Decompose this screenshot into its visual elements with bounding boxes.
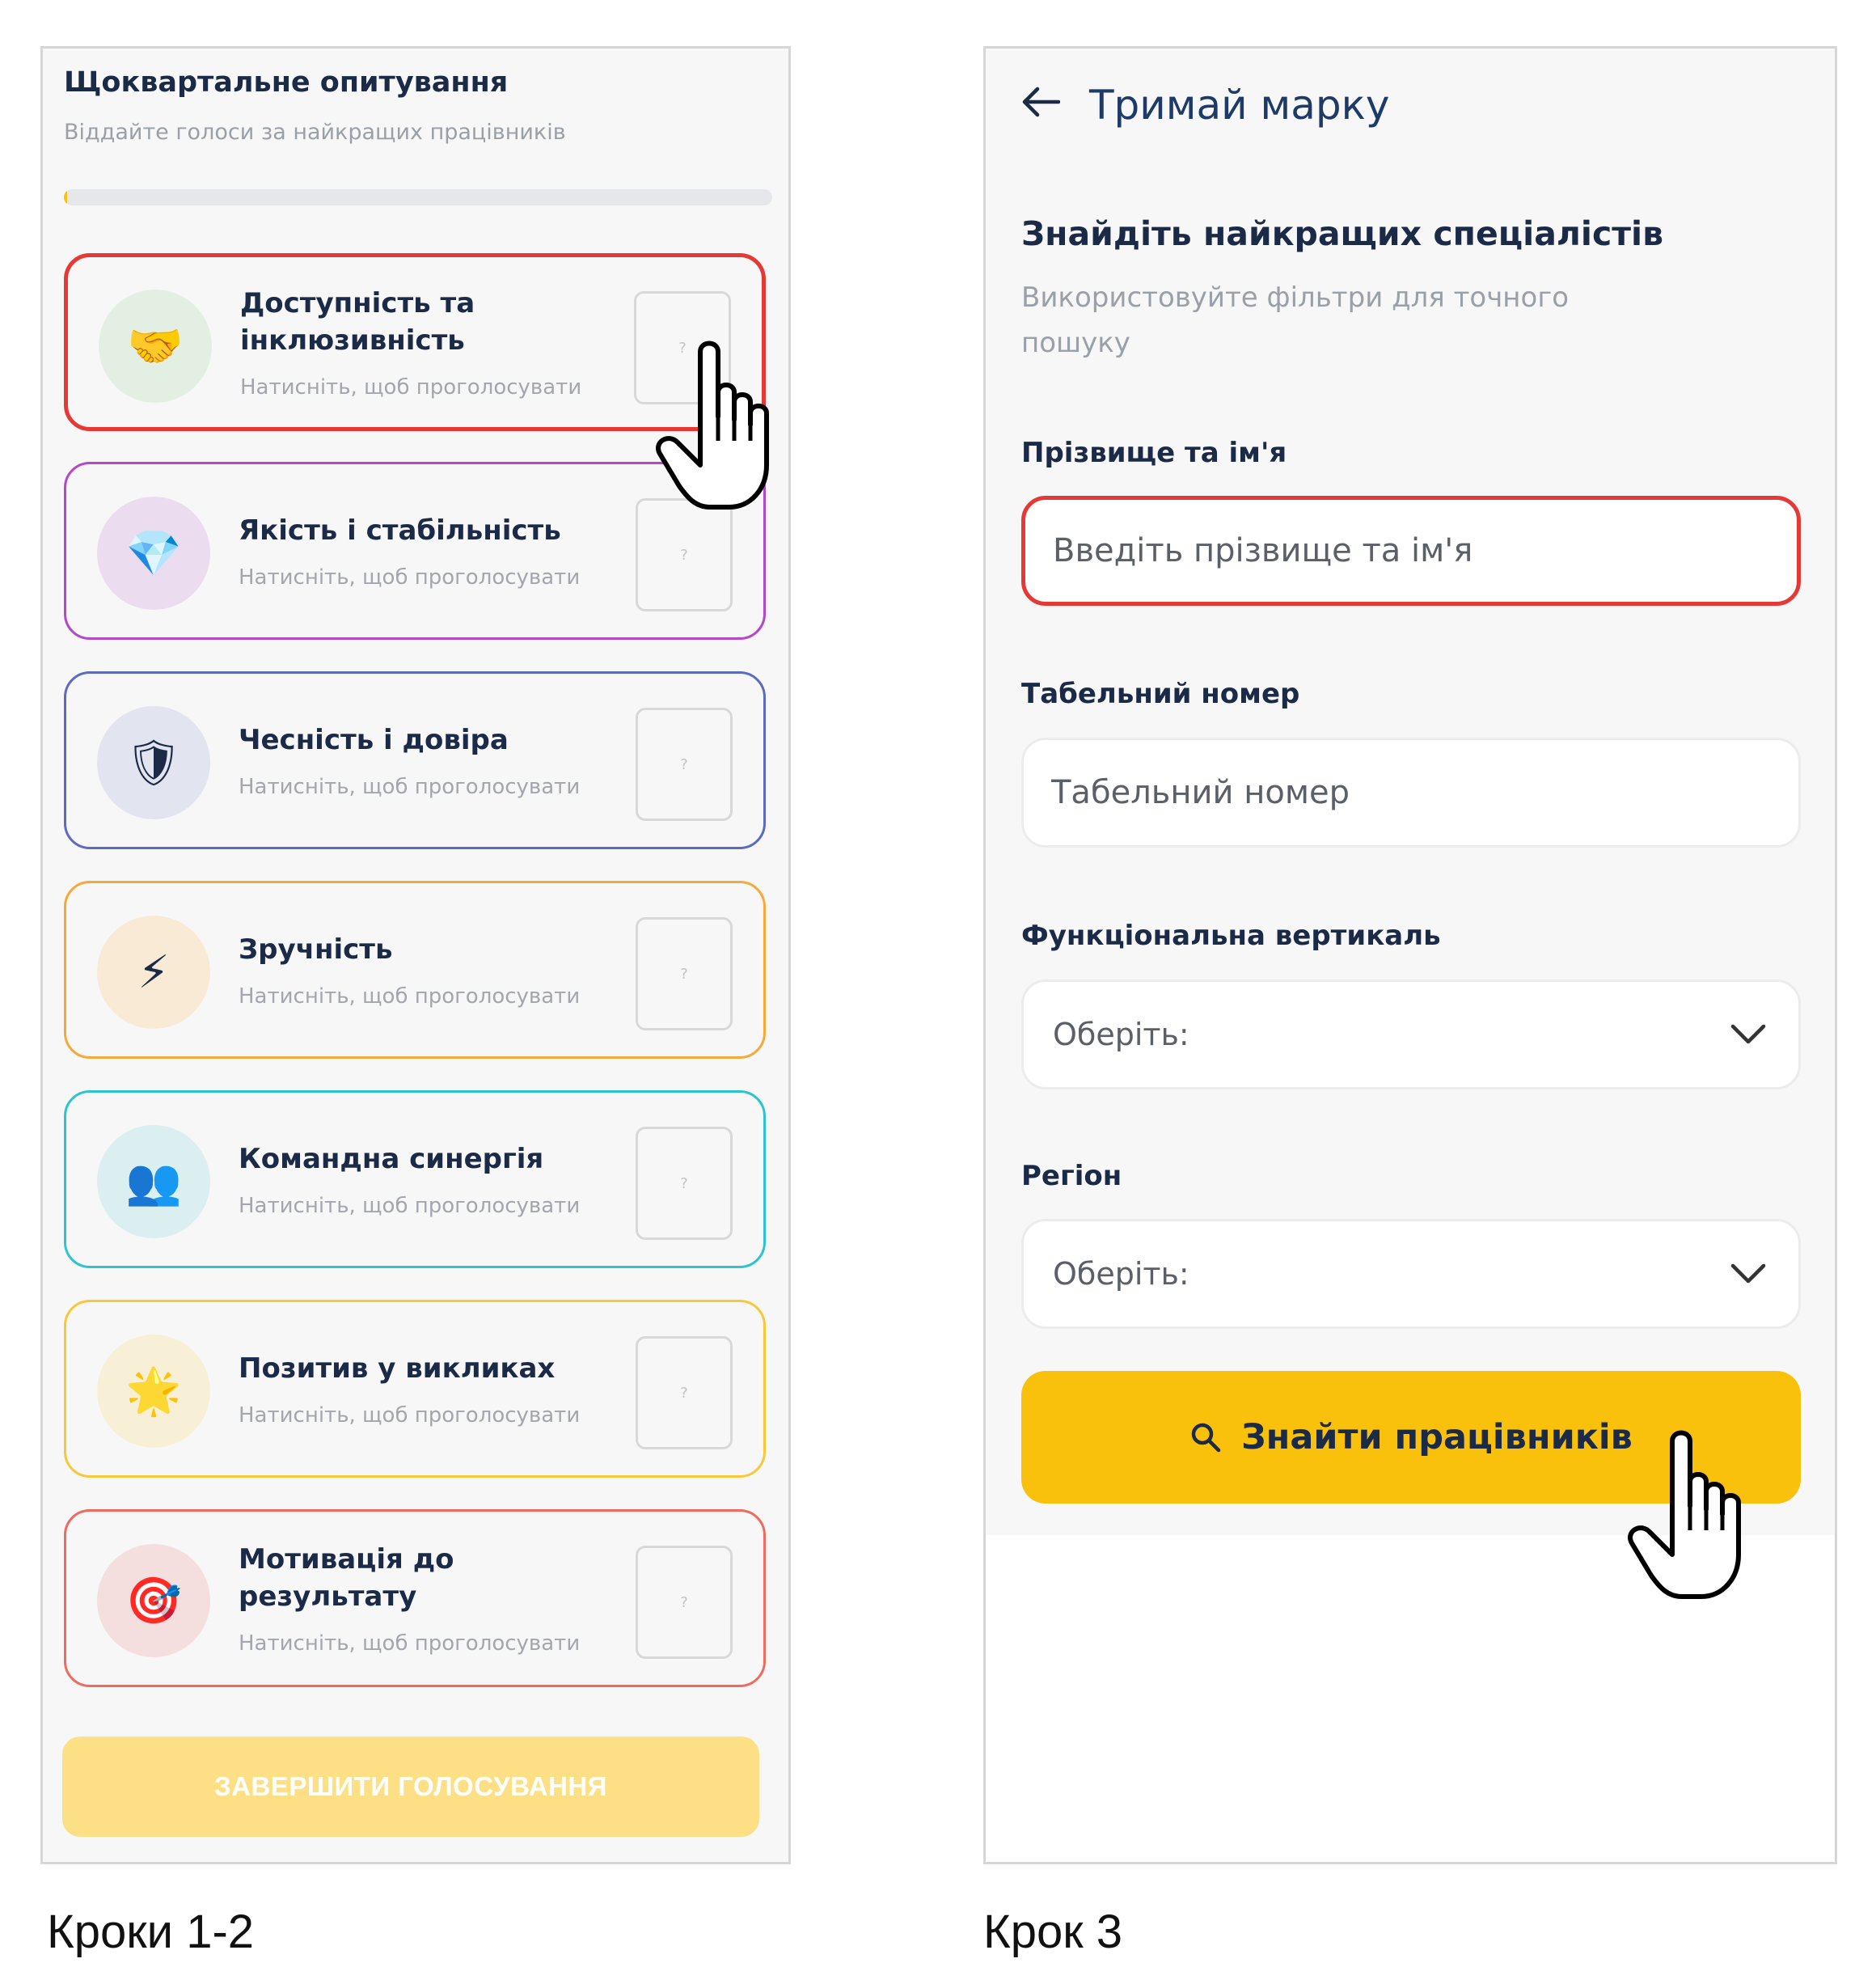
vote-hint: Натисніть, щоб проголосувати <box>239 1403 581 1428</box>
id-input[interactable] <box>1021 738 1801 848</box>
vote-box-mark: ? <box>678 339 687 357</box>
category-title: Зручність <box>239 933 393 966</box>
id-label: Табельний номер <box>1021 678 1300 710</box>
chevron-down-icon <box>1730 1024 1766 1045</box>
vote-box[interactable] <box>636 708 733 821</box>
vote-box-mark: ? <box>680 1384 688 1402</box>
star-icon: 🌟 <box>97 1335 210 1448</box>
nav-title: Тримай марку <box>1089 82 1390 129</box>
find-employees-label: Знайти працівників <box>1241 1417 1633 1457</box>
finish-voting-button[interactable]: ЗАВЕРШИТИ ГОЛОСУВАННЯ <box>62 1737 759 1837</box>
vote-hint: Натисніть, щоб проголосувати <box>239 1194 581 1218</box>
category-title: Командна синергія <box>239 1143 544 1175</box>
category-title: Чесність і довіра <box>239 724 509 756</box>
vote-box-mark: ? <box>680 546 688 564</box>
back-arrow-icon[interactable] <box>1021 83 1060 127</box>
caption-steps-1-2: Кроки 1-2 <box>47 1906 255 1958</box>
shield-icon: 🛡 <box>97 706 210 819</box>
category-title: Якість і стабільність <box>239 514 561 547</box>
progress-bar <box>64 189 772 205</box>
pointer-hand-icon <box>1625 1425 1763 1603</box>
category-card[interactable] <box>64 881 766 1059</box>
search-heading: Знайдіть найкращих спеціалістів <box>1021 214 1664 253</box>
vote-hint: Натисніть, щоб проголосувати <box>239 984 581 1009</box>
region-label: Регіон <box>1021 1160 1122 1192</box>
category-card[interactable] <box>64 1509 766 1687</box>
vertical-select-value: Оберіть: <box>1053 1017 1189 1052</box>
chevron-down-icon <box>1730 1263 1766 1284</box>
caption-step-3: Крок 3 <box>983 1906 1123 1958</box>
people-icon: 👥 <box>97 1125 210 1238</box>
vote-hint: Натисніть, щоб проголосувати <box>239 775 581 799</box>
category-card[interactable] <box>64 671 766 849</box>
vote-box-mark: ? <box>680 965 688 983</box>
category-card[interactable] <box>64 1300 766 1478</box>
category-card[interactable] <box>64 1090 766 1268</box>
vote-hint: Натисніть, щоб проголосувати <box>239 565 581 590</box>
vote-hint: Натисніть, щоб проголосувати <box>239 1631 581 1656</box>
vote-box[interactable] <box>636 1336 733 1449</box>
vote-hint: Натисніть, щоб проголосувати <box>240 375 582 400</box>
search-panel <box>986 49 1835 1535</box>
vertical-select[interactable] <box>1021 979 1801 1089</box>
search-subheading: Використовуйте фільтри для точного пошуку <box>1021 281 1569 359</box>
vote-box[interactable] <box>636 917 733 1030</box>
nav-bar <box>1021 81 1389 129</box>
region-select-value: Оберіть: <box>1053 1256 1189 1292</box>
category-title: Мотивація до результату <box>239 1543 454 1613</box>
target-icon: 🎯 <box>97 1544 210 1657</box>
region-select[interactable] <box>1021 1219 1801 1329</box>
lightning-icon: ⚡ <box>97 916 210 1029</box>
survey-title: Щоквартальне опитування <box>64 66 509 99</box>
name-label: Прізвище та ім'я <box>1021 437 1287 469</box>
category-title: Позитив у викликах <box>239 1352 556 1385</box>
vote-box-mark: ? <box>680 1174 688 1192</box>
search-icon <box>1189 1421 1222 1453</box>
handshake-icon: 🤝 <box>99 290 212 403</box>
vote-box[interactable] <box>636 498 733 611</box>
vote-box-mark: ? <box>680 1593 688 1611</box>
vote-box-mark: ? <box>680 755 688 773</box>
category-title: Доступність та інклюзивність <box>240 287 475 357</box>
pointer-hand-icon <box>653 336 791 514</box>
vote-box[interactable] <box>636 1127 733 1240</box>
progress-fill <box>64 189 67 205</box>
name-input[interactable] <box>1021 496 1801 606</box>
survey-subtitle: Віддайте голоси за найкращих працівників <box>64 120 566 145</box>
survey-screen <box>40 46 791 1864</box>
vote-box[interactable] <box>636 1546 733 1659</box>
vertical-label: Функціональна вертикаль <box>1021 920 1441 952</box>
diamond-icon: 💎 <box>97 497 210 610</box>
